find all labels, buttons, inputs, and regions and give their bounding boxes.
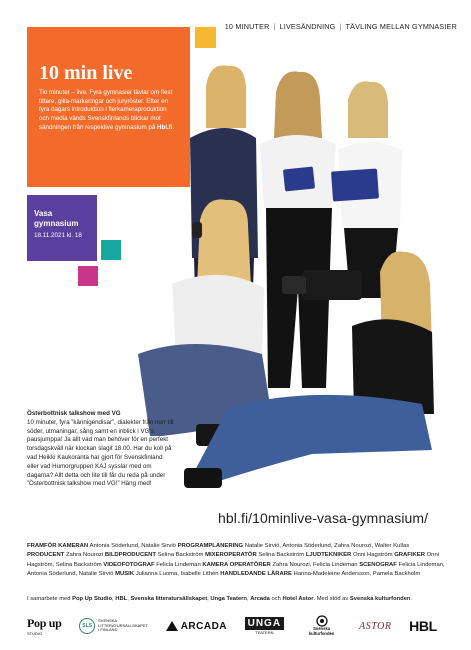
credit-names: Natalie Sirviö, Antonia Söderlund, Zahra Nourozi, Walter Kullas <box>243 543 410 549</box>
credit-names: Zahra Nourozi, Felicia Lindeman <box>270 561 360 568</box>
credit-role: BILDPRODUCENT <box>104 552 156 559</box>
poster-title: 10 min live <box>39 62 133 84</box>
credits <box>27 542 447 580</box>
popup-studio-logo: Pop up STUDIO <box>27 616 62 636</box>
student-2-figure <box>260 71 336 388</box>
sls-logo: SLS SVENSKA LITTERATURSÄLLSKAPET I FINLAND <box>79 618 148 634</box>
credit-names: Julianna Luoma, Isabelle Lithén <box>134 571 221 578</box>
collaboration-line: I samarbete med Pop Up Studio, HBL, Svenska litteratursällskapet, Unga Teatern, Arcada och Hotel Astor. Med stöd av Svenska kulturfonden. <box>27 596 413 602</box>
arcada-logo: ARCADA <box>166 621 227 632</box>
school-name: Vasa gymnasium <box>34 209 79 228</box>
hotel-astor-logo: ASTOR <box>359 620 392 632</box>
teal-square <box>101 240 121 260</box>
svenska-kulturfonden-logo: Svenska kulturfonden <box>302 615 342 636</box>
partner-sls: Svenska litteratursällskapet <box>130 596 208 602</box>
group-photo <box>132 58 446 498</box>
credit-names: Felicia Lindeman, Antonia Söderlund, Natalie Sirviö <box>27 561 445 578</box>
credit-role: HANDLEDANDE LÄRARE <box>220 571 292 578</box>
supporter: Svenska kulturfonden <box>349 596 411 602</box>
talkshow-heading: Österbottnisk talkshow med VG <box>27 410 121 417</box>
event-panel <box>27 195 97 261</box>
yellow-square <box>195 27 216 48</box>
credit-names: Hanna-Madeleine Andersson, Pamela Backholm <box>291 571 421 578</box>
arcada-triangle-icon <box>166 621 178 631</box>
partner-hotel-astor: Hotel Astor <box>282 596 314 602</box>
talkshow-description <box>27 410 175 489</box>
credit-names: Selina Backström <box>155 552 206 559</box>
tagline-live: LIVESÄNDNING <box>279 22 336 31</box>
credit-names: Antonia Söderlund, Natalie Sirviö <box>88 543 178 549</box>
credit-names: Selina Backström <box>256 552 306 559</box>
hbl-logo: HBL <box>409 618 437 634</box>
credit-role: LJUDTEKNIKER <box>305 552 352 559</box>
credit-role: KAMERA OPERATÖRER <box>202 561 271 568</box>
sls-mark: SLS <box>79 618 95 634</box>
top-tagline: 10 MINUTER | LIVESÄNDNING | TÄVLING MELLAN GYMNASIER <box>224 22 457 31</box>
unga-teatern-logo: UNGA TEATERN <box>245 617 284 635</box>
tagline-competition: TÄVLING MELLAN GYMNASIER <box>345 22 457 31</box>
credit-role: PROGRAMPLANERING <box>177 543 244 549</box>
credit-role: MIXEROPERATÖR <box>205 552 257 559</box>
credit-names: Zahra Nourozi <box>64 552 105 559</box>
credit-role: MUSIK <box>115 571 135 578</box>
tagline-minutes: 10 MINUTER <box>224 22 270 31</box>
event-date: 18.11.2021 kl. 18 <box>34 232 82 239</box>
pink-square <box>78 266 98 286</box>
talkshow-body: 10 minuter, fyra ”kännigendisar”, dialekter från norr till söder, utmaningar, sång samt en inblick i VG:s pausjumppa! Ja allt vad man behöver för en perfekt torsdagskväll när klockan slagit 18.00. Har du koll på vad Heikki Kaukoranta har gjort för Svenskfinland eller vad Humorgruppen KAJ sysslar med om dagarna? Allt detta och lite till får du reda på under ”Österbottnisk talkshow med VG!” Häng med! <box>27 418 174 488</box>
partner-logos <box>27 612 437 640</box>
credit-names: Onni Hagström, Selina Backström <box>27 552 440 568</box>
partner-arcada: Arcada <box>250 596 270 602</box>
credit-names: Onni Hagström <box>351 552 395 559</box>
credit-role: FRAMFÖR KAMERAN <box>27 543 89 549</box>
partner-popup: Pop Up Studio <box>72 596 113 602</box>
credit-role: GRAFIKER <box>394 552 425 559</box>
intro-text: Tio minuter – live. Fyra gymnasier tävlar om flest tittare, gilla-markeringar och juryröster. Efter en fyra dagars introduktion i flerkameraproduktion och media vänds Svenskfinlands blickar mot sändningen från respektive gymnasium på Hbl.fi. <box>39 89 175 131</box>
partner-hbl: HBL <box>115 596 128 602</box>
partner-unga-teatern: Unga Teatern <box>210 596 247 602</box>
credit-names: Felicia Lindeman <box>154 561 203 568</box>
hbl-link-text: Hbl.fi <box>156 123 173 131</box>
credit-role: VIDEOFOTOGRAF <box>103 561 155 568</box>
credit-role: PRODUCENT <box>27 552 65 559</box>
credit-role: SCENOGRAF <box>359 561 397 568</box>
show-url: hbl.fi/10minlive-vasa-gymnasium/ <box>218 510 429 526</box>
